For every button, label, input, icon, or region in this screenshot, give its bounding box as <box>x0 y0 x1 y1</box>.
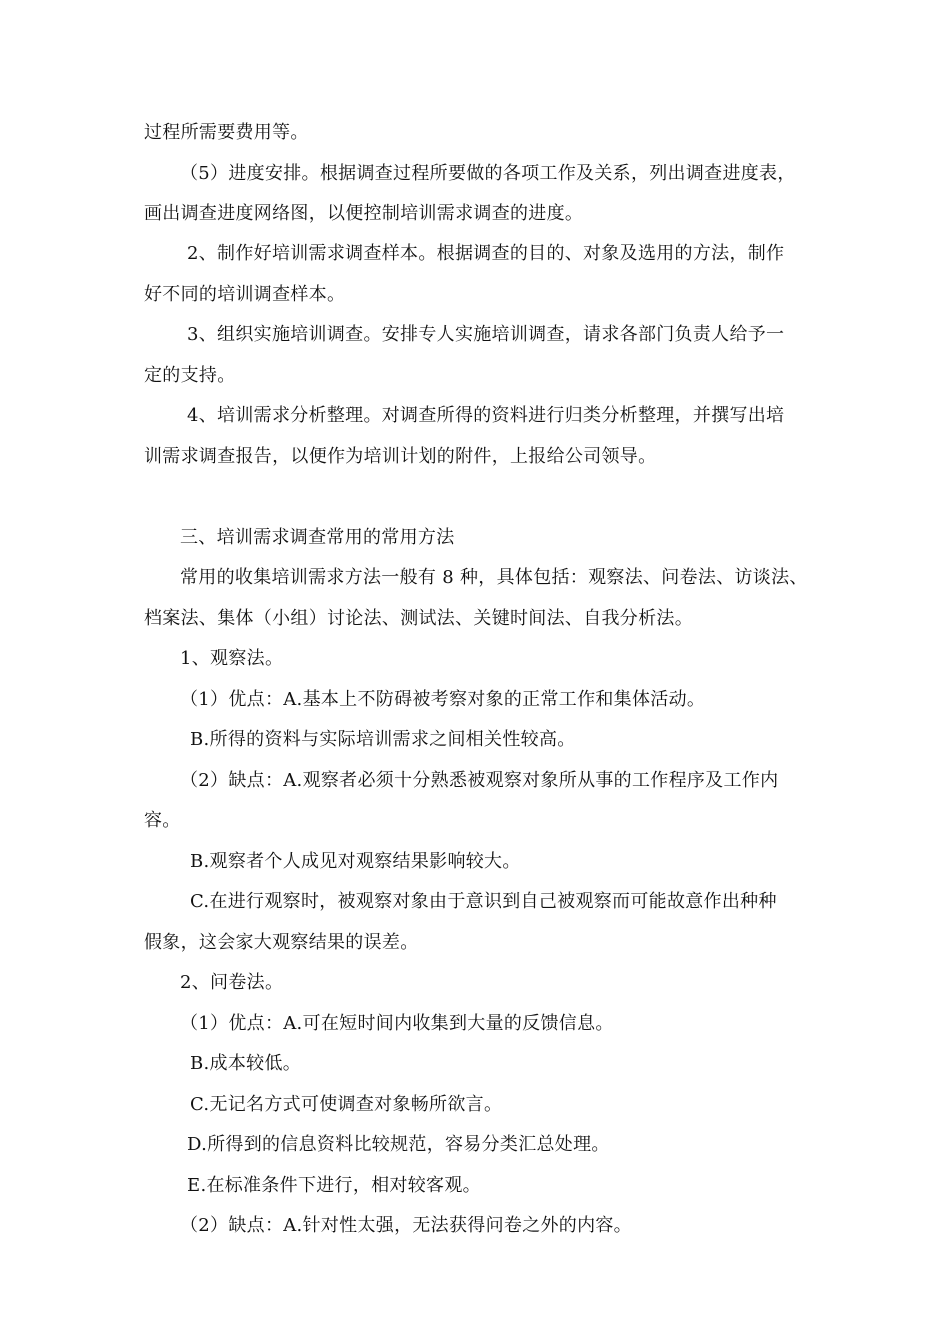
subsection-heading: 2、问卷法。 <box>180 972 284 993</box>
text-line: （2）缺点：A.观察者必须十分熟悉被观察对象所从事的工作程序及工作内 <box>180 770 779 791</box>
text-line: B.成本较低。 <box>190 1053 302 1074</box>
text-line: 2、制作好培训需求调查样本。根据调查的目的、对象及选用的方法，制作 <box>187 243 785 264</box>
text-line: 容。 <box>144 810 181 831</box>
text-line: B.所得的资料与实际培训需求之间相关性较高。 <box>190 729 576 750</box>
text-line: （1）优点：A.基本上不防碍被考察对象的正常工作和集体活动。 <box>180 689 706 710</box>
text-line: B.观察者个人成见对观察结果影响较大。 <box>190 851 521 872</box>
text-line: E.在标准条件下进行，相对较客观。 <box>187 1175 481 1196</box>
text-line: 档案法、集体（小组）讨论法、测试法、关键时间法、自我分析法。 <box>144 608 693 629</box>
text-line: 好不同的培训调查样本。 <box>144 284 346 305</box>
section-heading: 三、培训需求调查常用的常用方法 <box>180 527 455 548</box>
text-line: （1）优点：A.可在短时间内收集到大量的反馈信息。 <box>180 1013 614 1034</box>
text-line: C.无记名方式可使调查对象畅所欲言。 <box>190 1094 503 1115</box>
text-line: 常用的收集培训需求方法一般有 8 种，具体包括：观察法、问卷法、访谈法、 <box>180 567 808 588</box>
text-line: D.所得到的信息资料比较规范，容易分类汇总处理。 <box>187 1134 610 1155</box>
text-line: （5）进度安排。根据调查过程所要做的各项工作及关系，列出调查进度表， <box>180 163 796 184</box>
text-line: （2）缺点：A.针对性太强，无法获得问卷之外的内容。 <box>180 1215 632 1236</box>
text-line: 过程所需要费用等。 <box>144 122 309 143</box>
text-line: 训需求调查报告，以便作为培训计划的附件，上报给公司领导。 <box>144 446 657 467</box>
text-line: C.在进行观察时，被观察对象由于意识到自己被观察而可能故意作出种种 <box>190 891 777 912</box>
text-line: 4、培训需求分析整理。对调查所得的资料进行归类分析整理，并撰写出培 <box>187 405 785 426</box>
text-line: 3、组织实施培训调查。安排专人实施培训调查，请求各部门负责人给予一 <box>187 324 785 345</box>
text-line: 假象，这会家大观察结果的误差。 <box>144 932 419 953</box>
text-line: 画出调查进度网络图，以便控制培训需求调查的进度。 <box>144 203 584 224</box>
text-line: 定的支持。 <box>144 365 236 386</box>
subsection-heading: 1、观察法。 <box>180 648 284 669</box>
